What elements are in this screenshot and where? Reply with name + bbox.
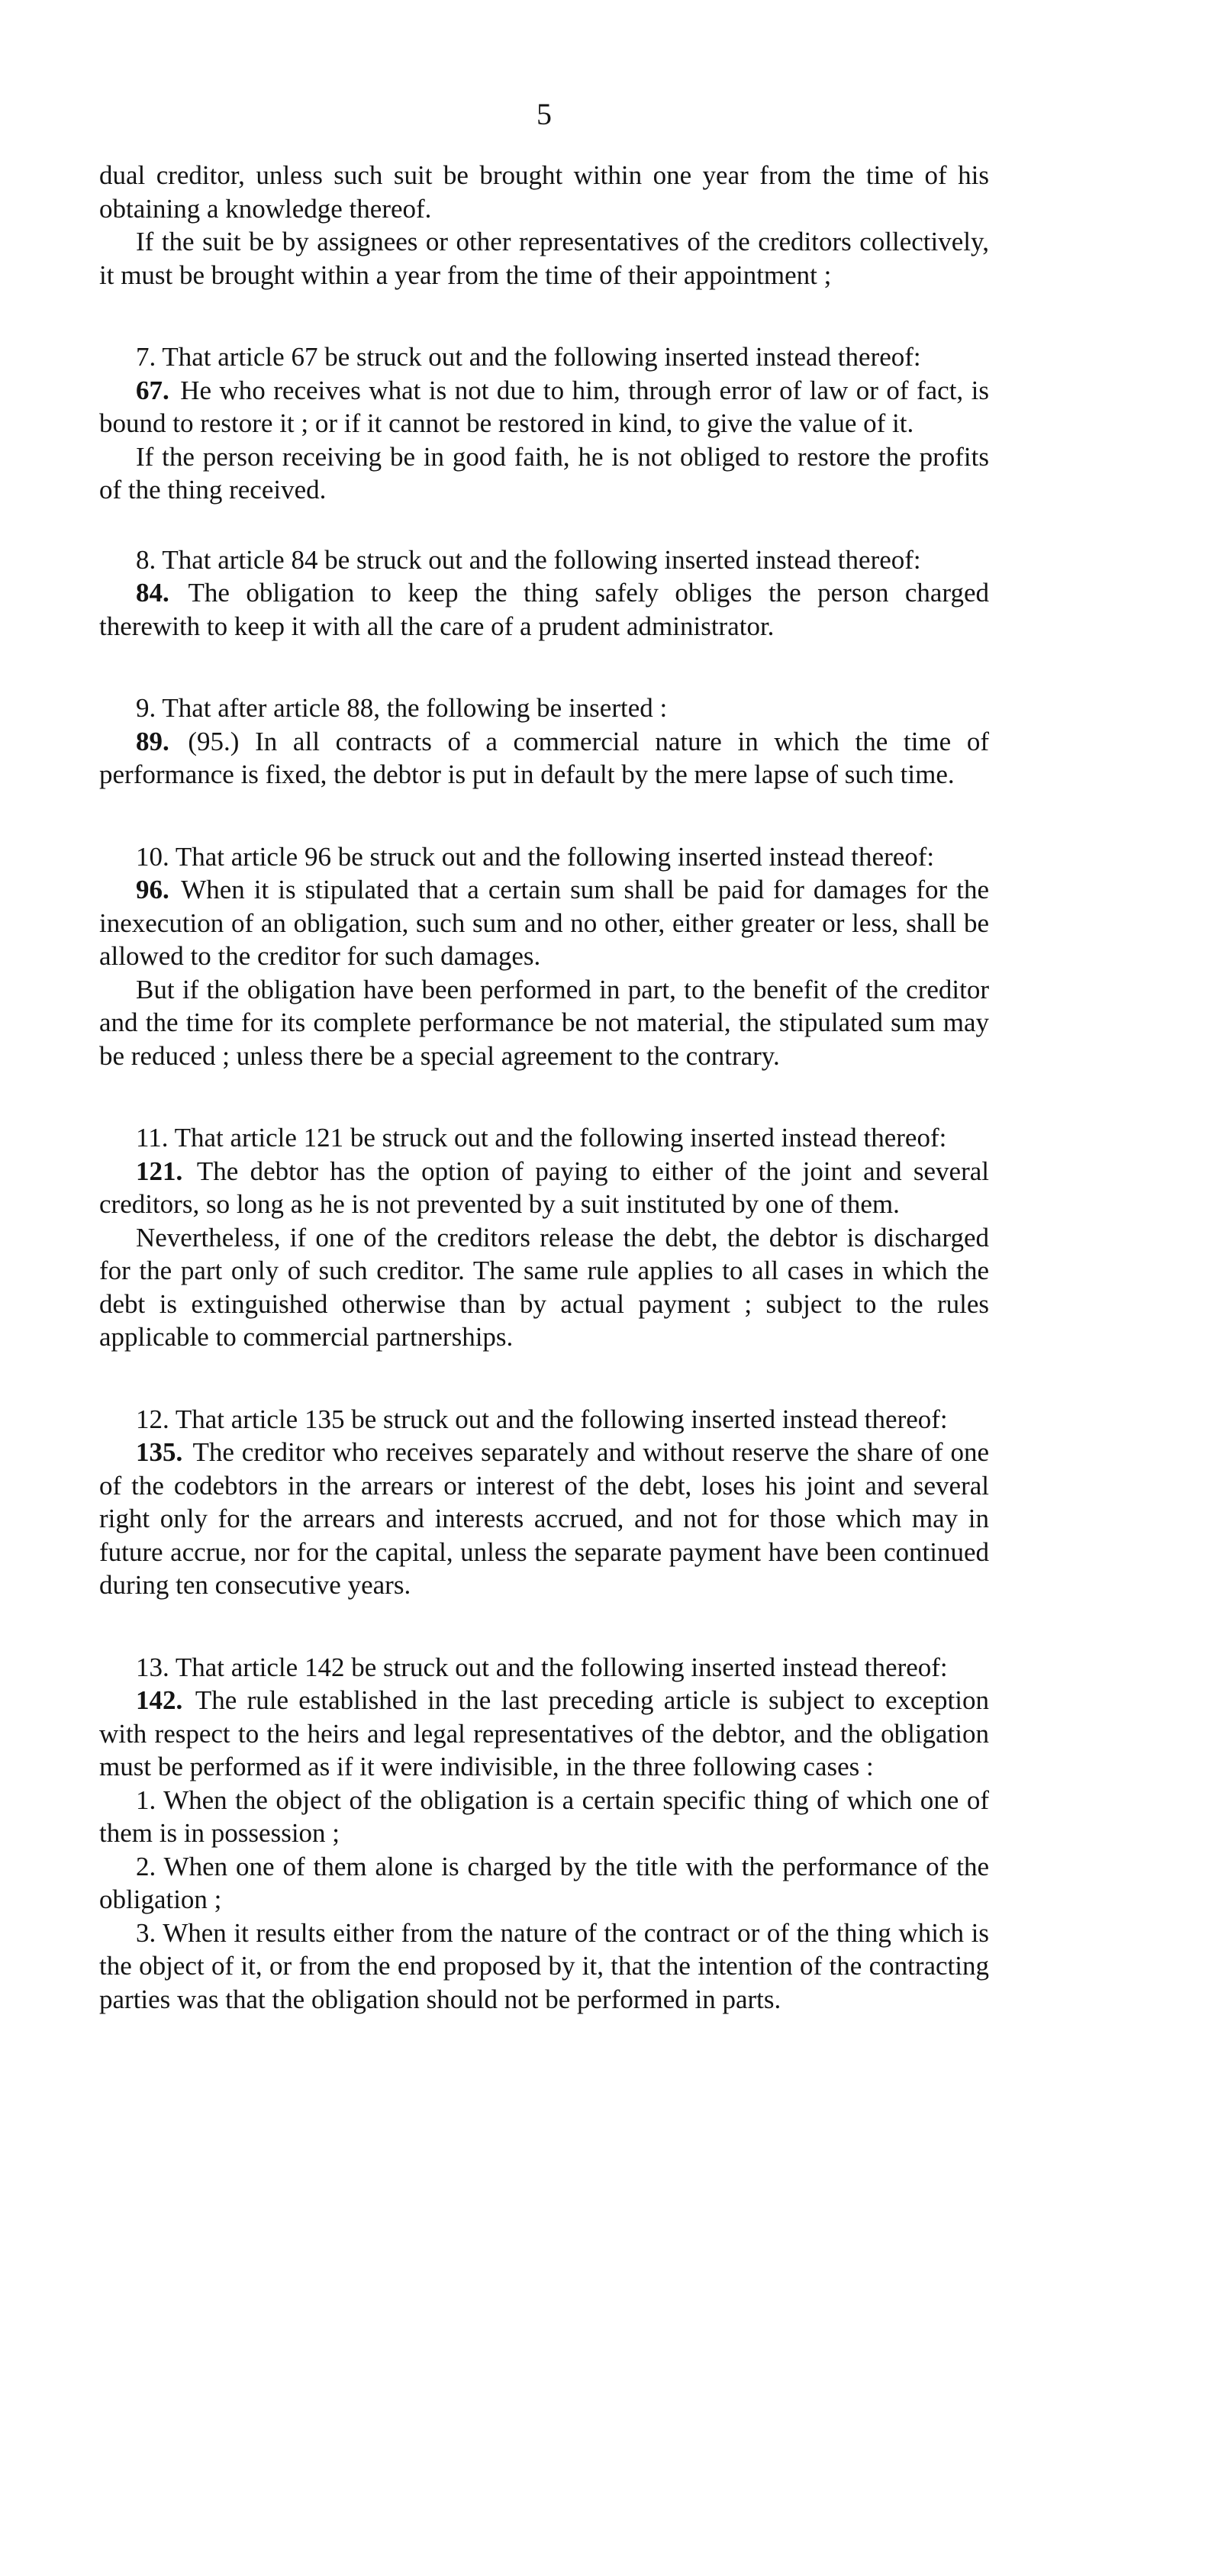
- article-paragraph: If the person receiving be in good faith, he is not obliged to restore the profits of the thing received.: [99, 441, 989, 505]
- article-text: When it is stipulated that a certain sum shall be paid for damages for the inexecution of an obligation, such sum and no other, either greater or less, shall be allowed to the creditor for such damages.: [99, 875, 989, 971]
- article-number: 67.: [136, 375, 169, 405]
- article-paragraph: Nevertheless, if one of the creditors release the debt, the debtor is discharged for the part only of such creditor. The same rule applies to all cases in which the debt is extinguished otherwise than by actual payment ; subject to the rules applicable to commercial partnerships.: [99, 1222, 989, 1352]
- list-item: 3. When it results either from the nature of the contract or of the thing which is the object of it, or from the end proposed by it, that the intention of the contracting parties was that the obligation should not be performed in parts.: [99, 1917, 989, 2014]
- article-paragraph: [99, 725, 989, 791]
- article-number: 121.: [136, 1156, 183, 1186]
- article-text: (95.) In all contracts of a commercial nature in which the time of performance is fixed, the debtor is put in default by the mere lapse of such time.: [99, 726, 989, 789]
- article-paragraph: [99, 374, 989, 440]
- article-text: The obligation to keep the thing safely obliges the person charged therewith to keep it with all the care of a prudent administrator.: [99, 578, 989, 641]
- section-13: [99, 1651, 989, 2017]
- list-item: 2. When one of them alone is charged by the title with the performance of the obligation ;: [99, 1851, 989, 1914]
- section-heading: 12. That article 135 be struck out and the following inserted instead thereof:: [136, 1404, 948, 1434]
- section-8: [99, 543, 989, 643]
- list-item: 1. When the object of the obligation is a certain specific thing of which one of them is in possession ;: [99, 1785, 989, 1848]
- article-paragraph: [99, 1684, 989, 1784]
- article-paragraph: But if the obligation have been performed in part, to the benefit of the creditor and the time for its complete performance be not material, the stipulated sum may be reduced ; unless there be a special agreement to the contrary.: [99, 974, 989, 1071]
- article-number: 84.: [136, 578, 169, 608]
- article-paragraph: [99, 1436, 989, 1602]
- article-text: The rule established in the last preceding article is subject to exception with respect to the heirs and legal representatives of the debtor, and the obligation must be performed as if it were indivisible, in the three following cases :: [99, 1685, 989, 1781]
- section-12: [99, 1403, 989, 1602]
- article-text: The debtor has the option of paying to either of the joint and several creditors, so long as he is not prevented by a suit instituted by one of them.: [99, 1156, 989, 1219]
- article-paragraph: [99, 873, 989, 973]
- article-text: He who receives what is not due to him, through error of law or of fact, is bound to restore it ; or if it cannot be restored in kind, to give the value of it.: [99, 375, 990, 438]
- article-paragraph: [99, 576, 989, 643]
- section-10: [99, 840, 989, 1073]
- article-paragraph: [99, 1155, 989, 1221]
- intro-paragraph: If the suit be by assignees or other representatives of the creditors collectively, it must be brought within a year from the time of their appointment ;: [99, 227, 989, 290]
- section-9: [99, 692, 989, 791]
- document-page: [99, 99, 989, 2016]
- article-number: 89.: [136, 726, 169, 756]
- page-number: 5: [536, 97, 552, 131]
- section-heading: 11. That article 121 be struck out and the following inserted instead thereof:: [136, 1123, 947, 1153]
- section-heading: 9. That after article 88, the following be inserted :: [136, 693, 668, 723]
- section-11: [99, 1121, 989, 1354]
- article-number: 135.: [136, 1437, 183, 1467]
- section-7: [99, 340, 989, 507]
- article-number: 96.: [136, 875, 169, 904]
- intro-block: [99, 159, 989, 292]
- article-number: 142.: [136, 1685, 183, 1715]
- section-heading: 13. That article 142 be struck out and the following inserted instead thereof:: [136, 1652, 948, 1682]
- section-heading: 7. That article 67 be struck out and the following inserted instead thereof:: [136, 342, 921, 372]
- section-heading: 10. That article 96 be struck out and the following inserted instead thereof:: [136, 841, 935, 872]
- intro-paragraph: dual creditor, unless such suit be brought within one year from the time of his obtaining a knowledge thereof.: [99, 160, 989, 224]
- section-heading: 8. That article 84 be struck out and the following inserted instead thereof:: [136, 544, 921, 575]
- article-text: The creditor who receives separately and without reserve the share of one of the codebtors in the arrears or interest of the debt, loses his joint and several right only for the arrears and interests accrued, and not for those which may in future accrue, nor for the capital, unless the separate payment have been continued during ten consecutive years.: [99, 1437, 989, 1600]
